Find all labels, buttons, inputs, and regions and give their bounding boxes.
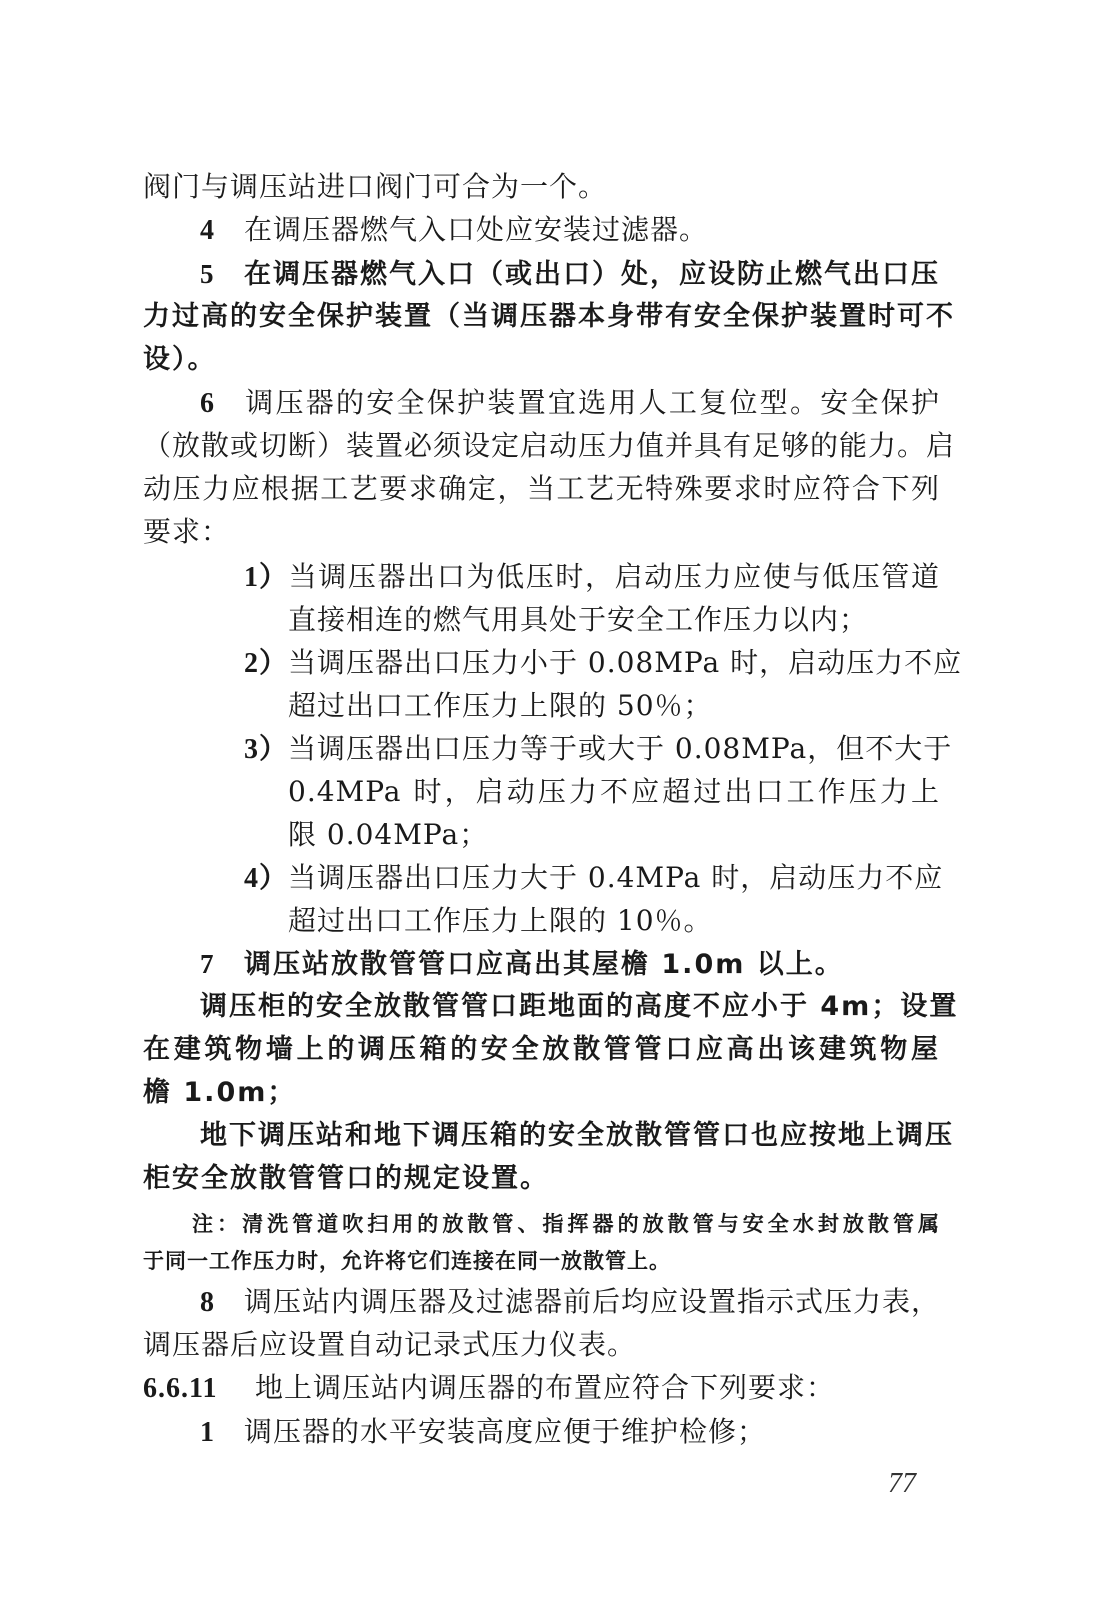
text-line: 动压力应根据工艺要求确定，当工艺无特殊要求时应符合下列 [143, 472, 940, 505]
text-line: （放散或切断）装置必须设定启动压力值并具有足够的能力。启 [143, 429, 956, 462]
item-number: 2） [244, 648, 289, 679]
text-line: 檐 1.0m； [143, 1077, 297, 1108]
text-line: 超过出口工作压力上限的 50％； [288, 689, 713, 722]
sub-item-3: 3）当调压器出口压力等于或大于 0.08MPa，但不大于 [244, 730, 940, 769]
note-line: 于同一工作压力时，允许将它们连接在同一放散管上。 [143, 1249, 671, 1273]
text-line: 调压柜的安全放散管管口距地面的高度不应小于 4m；设置 [200, 991, 959, 1022]
list-item-4: 4 在调压器燃气入口处应安装过滤器。 [200, 211, 708, 250]
item-number: 5 [200, 259, 216, 289]
item-number: 4 [200, 215, 215, 246]
text-line: 在建筑物墙上的调压箱的安全放散管管口应高出该建筑物屋 [143, 1034, 940, 1065]
item-number: 1 [200, 1417, 215, 1448]
text-line: 柜安全放散管管口的规定设置。 [143, 1163, 549, 1194]
item-number: 1） [244, 562, 289, 593]
text-line: 超过出口工作压力上限的 10％。 [288, 904, 713, 937]
item-number: 8 [200, 1287, 215, 1318]
text-line: 0.4MPa 时，启动压力不应超过出口工作压力上 [288, 775, 940, 808]
sub-item-2: 2）当调压器出口压力小于 0.08MPa 时，启动压力不应 [244, 644, 940, 683]
list-item-7: 7 调压站放散管管口应高出其屋檐 1.0m 以上。 [200, 945, 844, 984]
list-item-5: 5 在调压器燃气入口（或出口）处，应设防止燃气出口压 [200, 255, 940, 294]
sub-item-4: 4）当调压器出口压力大于 0.4MPa 时，启动压力不应 [244, 859, 940, 898]
item-number: 7 [200, 949, 216, 979]
list-item-1: 1 调压器的水平安装高度应便于维护检修； [200, 1413, 766, 1452]
item-number: 3） [244, 734, 289, 765]
clause-6-6-11: 6.6.11 地上调压站内调压器的布置应符合下列要求： [143, 1369, 835, 1408]
note-line: 注：清洗管道吹扫用的放散管、指挥器的放散管与安全水封放散管属 [192, 1212, 940, 1236]
clause-number: 6.6.11 [143, 1373, 218, 1404]
page-number: 77 [888, 1468, 916, 1499]
item-number: 6 [200, 388, 215, 419]
text-line: 限 0.04MPa； [288, 818, 489, 851]
text-line: 地下调压站和地下调压箱的安全放散管管口也应按地上调压 [200, 1120, 954, 1151]
text-line: 要求： [143, 515, 231, 548]
list-item-6: 6 调压器的安全保护装置宜选用人工复位型。安全保护 [200, 384, 940, 423]
text-line: 阀门与调压站进口阀门可合为一个。 [143, 170, 608, 203]
list-item-8: 8 调压站内调压器及过滤器前后均应设置指示式压力表， [200, 1283, 940, 1322]
text-line: 调压器后应设置自动记录式压力仪表。 [143, 1328, 637, 1361]
sub-item-1: 1）当调压器出口为低压时，启动压力应使与低压管道 [244, 558, 940, 597]
text-line: 设）。 [143, 344, 217, 375]
text-line: 力过高的安全保护装置（当调压器本身带有安全保护装置时可不 [143, 301, 955, 332]
item-number: 4） [244, 863, 289, 894]
text-line: 直接相连的燃气用具处于安全工作压力以内； [288, 603, 869, 636]
